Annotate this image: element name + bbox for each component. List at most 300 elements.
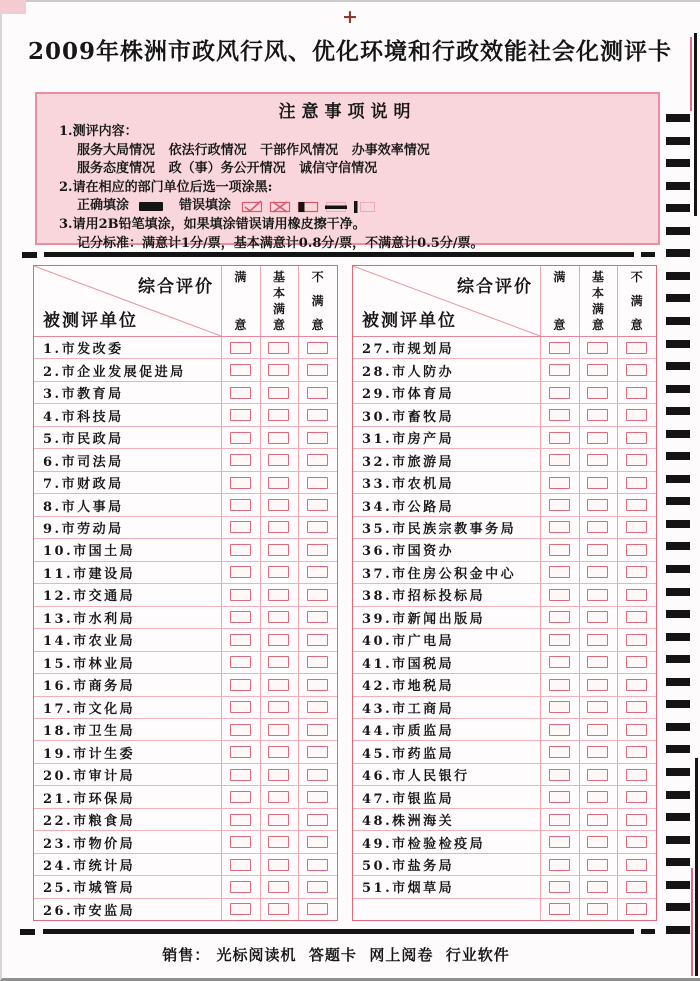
notice-title: 注意事项说明 [278,102,417,122]
answer-bubble[interactable] [307,454,328,466]
bubble-cell [617,472,656,493]
answer-bubble[interactable] [268,746,289,758]
answer-bubble[interactable] [230,589,251,601]
answer-bubble[interactable] [549,701,570,713]
answer-bubble[interactable] [268,499,289,511]
answer-bubble[interactable] [587,544,608,556]
answer-bubble[interactable] [230,454,251,466]
bubble-cell [221,607,260,628]
answer-bubble[interactable] [626,589,647,601]
answer-bubble[interactable] [549,791,570,803]
answer-bubble[interactable] [549,656,570,668]
answer-bubble[interactable] [626,814,647,826]
answer-bubble[interactable] [549,409,570,421]
answer-bubble[interactable] [268,814,289,826]
answer-bubble[interactable] [549,387,570,399]
timing-mark [666,836,690,844]
answer-bubble[interactable] [549,814,570,826]
answer-bubble[interactable] [268,409,289,421]
table-row [34,718,337,740]
table-row [353,898,656,920]
answer-bubble[interactable] [230,611,251,623]
answer-bubble[interactable] [230,387,251,399]
bubble-cell [579,359,618,380]
answer-bubble[interactable] [626,342,647,354]
section-divider-top [44,252,634,257]
answer-bubble[interactable] [549,836,570,848]
table-row [353,426,656,448]
answer-bubble[interactable] [549,454,570,466]
answer-bubble[interactable] [587,836,608,848]
timing-mark [666,340,690,348]
table-row [34,696,337,718]
bubble-cell [579,584,618,605]
answer-bubble[interactable] [307,611,328,623]
answer-bubble[interactable] [268,769,289,781]
answer-bubble[interactable] [268,521,289,533]
answer-bubble[interactable] [587,477,608,489]
timing-mark [666,926,690,934]
answer-bubble[interactable] [307,724,328,736]
answer-bubble[interactable] [587,701,608,713]
answer-bubble[interactable] [549,746,570,758]
unit-name: 5.市民政局 [43,432,124,448]
timing-mark [666,813,690,821]
answer-bubble[interactable] [587,499,608,511]
bubble-cell [298,337,337,358]
unit-rows-left [34,337,337,920]
table-row [353,337,656,358]
answer-bubble[interactable] [549,499,570,511]
evaluation-table-right [352,265,657,921]
half-filled-mark-icon [297,200,320,213]
bubble-cell [221,876,260,897]
answer-bubble[interactable] [230,409,251,421]
timing-mark [666,497,690,505]
answer-bubble[interactable] [230,566,251,578]
answer-bubble[interactable] [626,499,647,511]
timing-mark [666,430,690,438]
unit-name: 8.市人事局 [43,499,124,515]
answer-bubble[interactable] [307,746,328,758]
answer-bubble[interactable] [587,387,608,399]
answer-bubble[interactable] [307,544,328,556]
answer-bubble[interactable] [549,521,570,533]
answer-bubble[interactable] [307,566,328,578]
answer-bubble[interactable] [268,342,289,354]
answer-bubble[interactable] [626,432,647,444]
rating-column-headers [221,266,337,336]
answer-bubble[interactable] [307,859,328,871]
bubble-cell [579,427,618,448]
table-row [34,808,337,830]
answer-bubble[interactable] [307,836,328,848]
table-row [353,516,656,538]
bubble-cell [221,674,260,695]
answer-bubble[interactable] [626,634,647,646]
answer-bubble[interactable] [307,769,328,781]
bubble-cell [579,809,618,830]
answer-bubble[interactable] [307,701,328,713]
bubble-cell [617,629,656,650]
bubble-cell [221,854,260,875]
answer-bubble[interactable] [230,521,251,533]
table-row [353,448,656,470]
bubble-cell [260,472,299,493]
bubble-cell [579,854,618,875]
table-row [34,358,337,380]
unit-name: 2.市企业发展促进局 [43,364,186,380]
unit-name: 44.市质监局 [362,724,455,740]
unit-name: 7.市财政局 [43,477,124,493]
bubble-cell [260,359,299,380]
divider-dash-right-bottom [641,929,655,934]
answer-bubble[interactable] [626,656,647,668]
answer-bubble[interactable] [587,679,608,691]
scan-edge-artifact [691,868,693,976]
answer-bubble[interactable] [587,409,608,421]
answer-bubble[interactable] [549,724,570,736]
answer-bubble[interactable] [268,859,289,871]
answer-bubble[interactable] [268,724,289,736]
answer-bubble[interactable] [307,589,328,601]
answer-bubble[interactable] [587,432,608,444]
answer-bubble[interactable] [268,836,289,848]
answer-bubble[interactable] [549,477,570,489]
answer-bubble[interactable] [268,679,289,691]
answer-bubble[interactable] [268,589,289,601]
bubble-cell [260,607,299,628]
bubble-cell [221,359,260,380]
bubble-cell [298,764,337,785]
answer-bubble[interactable] [307,409,328,421]
answer-bubble[interactable] [268,881,289,893]
answer-bubble[interactable] [230,432,251,444]
unit-name: 32.市旅游局 [362,454,455,470]
answer-bubble[interactable] [587,521,608,533]
answer-bubble[interactable] [626,859,647,871]
answer-bubble[interactable] [549,634,570,646]
bubble-cell [540,809,579,830]
answer-bubble[interactable] [268,544,289,556]
bubble-cell [260,494,299,515]
answer-bubble[interactable] [549,679,570,691]
bubble-cell [540,359,579,380]
bubble-cell [298,359,337,380]
answer-bubble[interactable] [230,342,251,354]
answer-bubble[interactable] [549,769,570,781]
answer-bubble[interactable] [307,679,328,691]
table-row [34,763,337,785]
answer-bubble[interactable] [626,409,647,421]
answer-bubble[interactable] [307,814,328,826]
answer-bubble[interactable] [230,701,251,713]
answer-bubble[interactable] [626,611,647,623]
answer-bubble[interactable] [587,611,608,623]
unit-name: 22.市粮食局 [43,814,136,830]
bubble-cell [260,719,299,740]
bubble-cell [540,584,579,605]
answer-bubble[interactable] [268,903,289,915]
bubble-cell [540,674,579,695]
answer-bubble[interactable] [268,477,289,489]
answer-bubble[interactable] [549,544,570,556]
scan-edge-artifact [694,33,697,216]
answer-bubble[interactable] [230,477,251,489]
table-row [34,516,337,538]
answer-bubble[interactable] [549,859,570,871]
answer-bubble[interactable] [626,724,647,736]
answer-bubble[interactable] [307,634,328,646]
answer-bubble[interactable] [549,903,570,915]
bubble-cell [617,584,656,605]
answer-bubble[interactable] [587,881,608,893]
bubble-cell [540,539,579,560]
answer-bubble[interactable] [549,881,570,893]
timing-mark [666,475,690,483]
scan-edge-artifact [695,758,698,976]
bubble-cell [298,607,337,628]
timing-mark [666,159,690,167]
bubble-cell [221,831,260,852]
bubble-cell [260,584,299,605]
unit-name: 12.市交通局 [43,589,136,605]
unit-name: 28.市人防办 [362,364,455,380]
bubble-cell [540,854,579,875]
unit-name: 26.市安监局 [43,903,136,919]
divider-square-left-top [22,252,37,258]
bubble-cell [617,337,656,358]
answer-bubble[interactable] [587,814,608,826]
corner-label-evaluation: 综合评价 [457,277,533,297]
answer-bubble[interactable] [307,342,328,354]
answer-bubble[interactable] [626,544,647,556]
answer-bubble[interactable] [230,746,251,758]
answer-bubble[interactable] [587,342,608,354]
timing-mark [666,362,690,370]
bubble-cell [260,831,299,852]
table-row [34,426,337,448]
answer-bubble[interactable] [307,791,328,803]
table-row [34,830,337,852]
bubble-cell [298,472,337,493]
table-row [34,538,337,560]
bubble-cell [298,652,337,673]
answer-bubble[interactable] [626,791,647,803]
answer-bubble[interactable] [587,746,608,758]
answer-bubble[interactable] [230,881,251,893]
answer-bubble[interactable] [230,859,251,871]
table-row [353,583,656,605]
answer-bubble[interactable] [307,477,328,489]
answer-bubble[interactable] [549,364,570,376]
bubble-cell [617,831,656,852]
answer-bubble[interactable] [307,656,328,668]
answer-bubble[interactable] [230,769,251,781]
answer-bubble[interactable] [626,679,647,691]
table-row [353,538,656,560]
answer-bubble[interactable] [626,566,647,578]
bubble-cell [540,404,579,425]
answer-bubble[interactable] [307,364,328,376]
answer-bubble[interactable] [549,432,570,444]
unit-name: 4.市科技局 [43,409,124,425]
answer-bubble[interactable] [587,656,608,668]
fill-example-row [77,197,658,216]
table-row [353,763,656,785]
answer-bubble[interactable] [268,634,289,646]
answer-bubble[interactable] [268,611,289,623]
bubble-cell [298,674,337,695]
unit-name: 23.市物价局 [43,836,136,852]
answer-bubble[interactable] [626,387,647,399]
correct-fill-label: 正确填涂 [77,198,130,214]
answer-bubble[interactable] [307,499,328,511]
bubble-cell [298,629,337,650]
answer-bubble[interactable] [626,769,647,781]
answer-bubble[interactable] [268,387,289,399]
bubble-cell [221,517,260,538]
answer-bubble[interactable] [587,903,608,915]
bubble-cell [540,494,579,515]
table-row [353,718,656,740]
answer-bubble[interactable] [587,724,608,736]
bubble-cell [540,831,579,852]
answer-bubble[interactable] [626,521,647,533]
timing-mark [666,858,690,866]
answer-bubble[interactable] [230,814,251,826]
bubble-cell [540,472,579,493]
bubble-cell [221,719,260,740]
registration-plus-mark: + [342,6,358,28]
bubble-cell [579,449,618,470]
timing-mark [666,137,690,145]
answer-bubble[interactable] [587,769,608,781]
table-row [34,606,337,628]
bubble-cell [260,899,299,920]
answer-bubble[interactable] [626,701,647,713]
unit-name: 20.市审计局 [43,769,136,785]
answer-bubble[interactable] [587,859,608,871]
timing-mark [666,114,690,122]
answer-bubble[interactable] [626,746,647,758]
answer-bubble[interactable] [626,903,647,915]
answer-bubble[interactable] [230,903,251,915]
unit-name: 29.市体育局 [362,387,455,403]
answer-bubble[interactable] [307,387,328,399]
unit-name: 31.市房产局 [362,432,455,448]
answer-bubble[interactable] [307,881,328,893]
answer-bubble[interactable] [268,566,289,578]
answer-bubble[interactable] [268,701,289,713]
answer-bubble[interactable] [587,634,608,646]
answer-bubble[interactable] [230,544,251,556]
bubble-cell [617,899,656,920]
unit-name: 21.市环保局 [43,791,136,807]
answer-bubble[interactable] [549,342,570,354]
bubble-cell [540,741,579,762]
answer-bubble[interactable] [587,589,608,601]
answer-bubble[interactable] [268,454,289,466]
bubble-cell [260,741,299,762]
bubble-cell [579,494,618,515]
answer-bubble[interactable] [549,589,570,601]
answer-bubble[interactable] [626,477,647,489]
answer-bubble[interactable] [587,454,608,466]
answer-bubble[interactable] [230,679,251,691]
table-row [34,448,337,470]
table-row [353,403,656,425]
answer-bubble[interactable] [230,724,251,736]
bubble-cell [260,337,299,358]
unit-name: 10.市国土局 [43,544,136,560]
table-row [353,673,656,695]
answer-bubble[interactable] [549,611,570,623]
bubble-cell [540,382,579,403]
wrong-fill-label: 错误填涂 [179,198,232,214]
answer-bubble[interactable] [230,656,251,668]
answer-bubble[interactable] [587,566,608,578]
table-row [353,875,656,897]
bubble-cell [221,809,260,830]
bubble-cell [221,404,260,425]
answer-bubble[interactable] [268,364,289,376]
bubble-cell [260,854,299,875]
bubble-cell [617,494,656,515]
table-row [34,673,337,695]
answer-bubble[interactable] [268,432,289,444]
bubble-cell [579,607,618,628]
answer-bubble[interactable] [587,791,608,803]
answer-bubble[interactable] [626,881,647,893]
unit-name: 33.市农机局 [362,477,455,493]
bubble-cell [579,741,618,762]
answer-bubble[interactable] [626,454,647,466]
solid-fill-mark-icon [139,202,163,211]
bubble-cell [579,472,618,493]
bubble-cell [260,449,299,470]
bubble-cell [540,764,579,785]
answer-bubble[interactable] [230,634,251,646]
bubble-cell [540,607,579,628]
answer-bubble[interactable] [268,656,289,668]
bubble-cell [617,539,656,560]
bubble-cell [540,427,579,448]
timing-mark [666,881,690,889]
evaluation-table-left [33,265,338,921]
answer-bubble[interactable] [230,499,251,511]
answer-bubble[interactable] [230,836,251,848]
answer-bubble[interactable] [307,903,328,915]
bubble-cell [221,382,260,403]
bubble-cell [617,652,656,673]
answer-bubble[interactable] [230,791,251,803]
answer-bubble[interactable] [268,791,289,803]
answer-bubble[interactable] [307,432,328,444]
answer-bubble[interactable] [307,521,328,533]
answer-bubble[interactable] [230,364,251,376]
bubble-cell [260,809,299,830]
table-header [34,266,337,336]
answer-bubble[interactable] [626,364,647,376]
table-row [353,471,656,493]
answer-bubble[interactable] [549,566,570,578]
answer-bubble[interactable] [626,836,647,848]
answer-bubble[interactable] [587,364,608,376]
timing-mark [666,317,690,325]
dash-mark-icon [325,200,348,213]
table-row [353,853,656,875]
